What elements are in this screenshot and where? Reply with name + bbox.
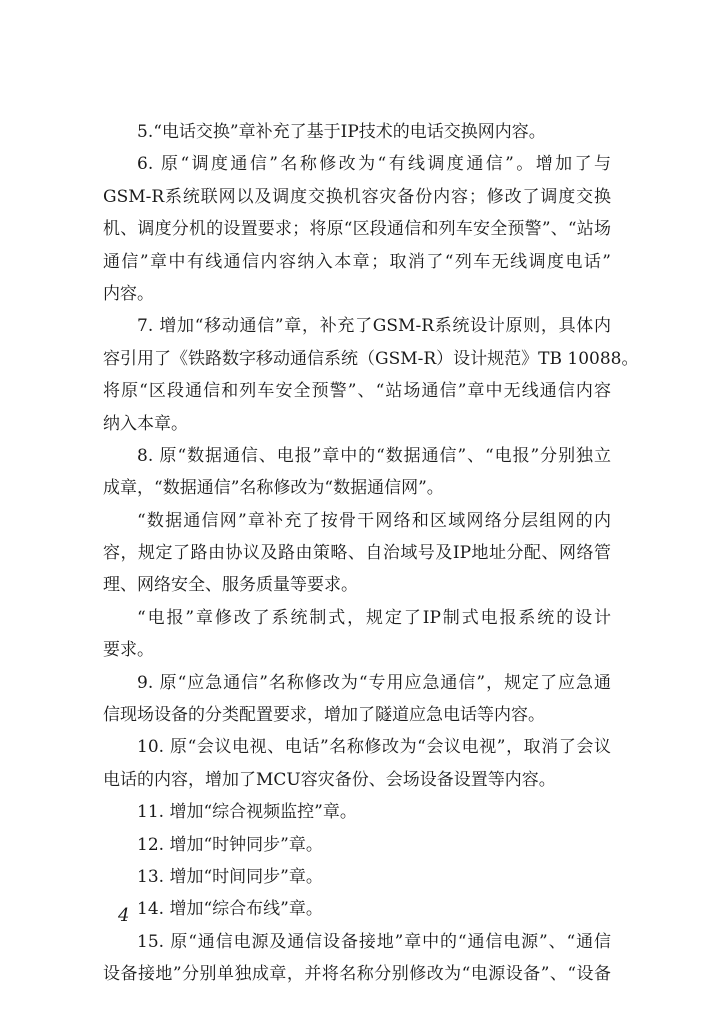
text-line: 9. 原“应急通信”名称修改为“专用应急通信”，规定了应急通 <box>137 672 611 693</box>
page-number: 4 <box>118 905 130 926</box>
document-body <box>103 116 639 991</box>
text-line: 内容。 <box>103 283 154 304</box>
text-line: GSM-R系统联网以及调度交换机容灾备份内容；修改了调度交换 <box>103 186 611 207</box>
text-line: 容引用了《铁路数字移动通信系统（GSM-R）设计规范》TB 10088。 <box>103 348 639 369</box>
text-line: 15. 原“通信电源及通信设备接地”章中的“通信电源”、“通信 <box>137 931 611 952</box>
text-line: 6. 原“调度通信”名称修改为“有线调度通信”。增加了与 <box>137 154 611 175</box>
text-line: 设备接地”分别单独成章，并将名称分别修改为“电源设备”、“设备 <box>103 964 611 985</box>
text-line: 7. 增加“移动通信”章，补充了GSM-R系统设计原则，具体内 <box>137 316 611 337</box>
text-line: 将原“区段通信和列车安全预警”、“站场通信”章中无线通信内容 <box>103 381 611 402</box>
text-line: “电报”章修改了系统制式，规定了IP制式电报系统的设计 <box>137 607 611 628</box>
text-line: 通信”章中有线通信内容纳入本章；取消了“列车无线调度电话” <box>103 251 611 272</box>
text-line: 信现场设备的分类配置要求，增加了隧道应急电话等内容。 <box>103 705 545 726</box>
text-line: 12. 增加“时钟同步”章。 <box>137 834 323 855</box>
text-line: 13. 增加“时间同步”章。 <box>137 866 323 887</box>
text-line: 14. 增加“综合布线”章。 <box>137 899 323 920</box>
text-line: 成章，“数据通信”名称修改为“数据通信网”。 <box>103 478 444 499</box>
text-line: 纳入本章。 <box>103 413 188 434</box>
text-line: 10. 原“会议电视、电话”名称修改为“会议电视”，取消了会议 <box>137 737 611 758</box>
text-line: 11. 增加“综合视频监控”章。 <box>137 802 357 823</box>
text-line: 机、调度分机的设置要求；将原“区段通信和列车安全预警”、“站场 <box>103 219 611 240</box>
text-line: 8. 原“数据通信、电报”章中的“数据通信”、“电报”分别独立 <box>137 445 611 466</box>
text-line: 要求。 <box>103 640 154 661</box>
text-line: 5.“电话交换”章补充了基于IP技术的电话交换网内容。 <box>137 122 546 142</box>
text-line: 理、网络安全、服务质量等要求。 <box>103 575 358 596</box>
text-line: “数据通信网”章补充了按骨干网络和区域网络分层组网的内 <box>137 510 611 531</box>
text-line: 容，规定了路由协议及路由策略、自治域号及IP地址分配、网络管 <box>103 543 611 564</box>
text-line: 电话的内容，增加了MCU容灾备份、会场设备设置等内容。 <box>103 769 556 790</box>
